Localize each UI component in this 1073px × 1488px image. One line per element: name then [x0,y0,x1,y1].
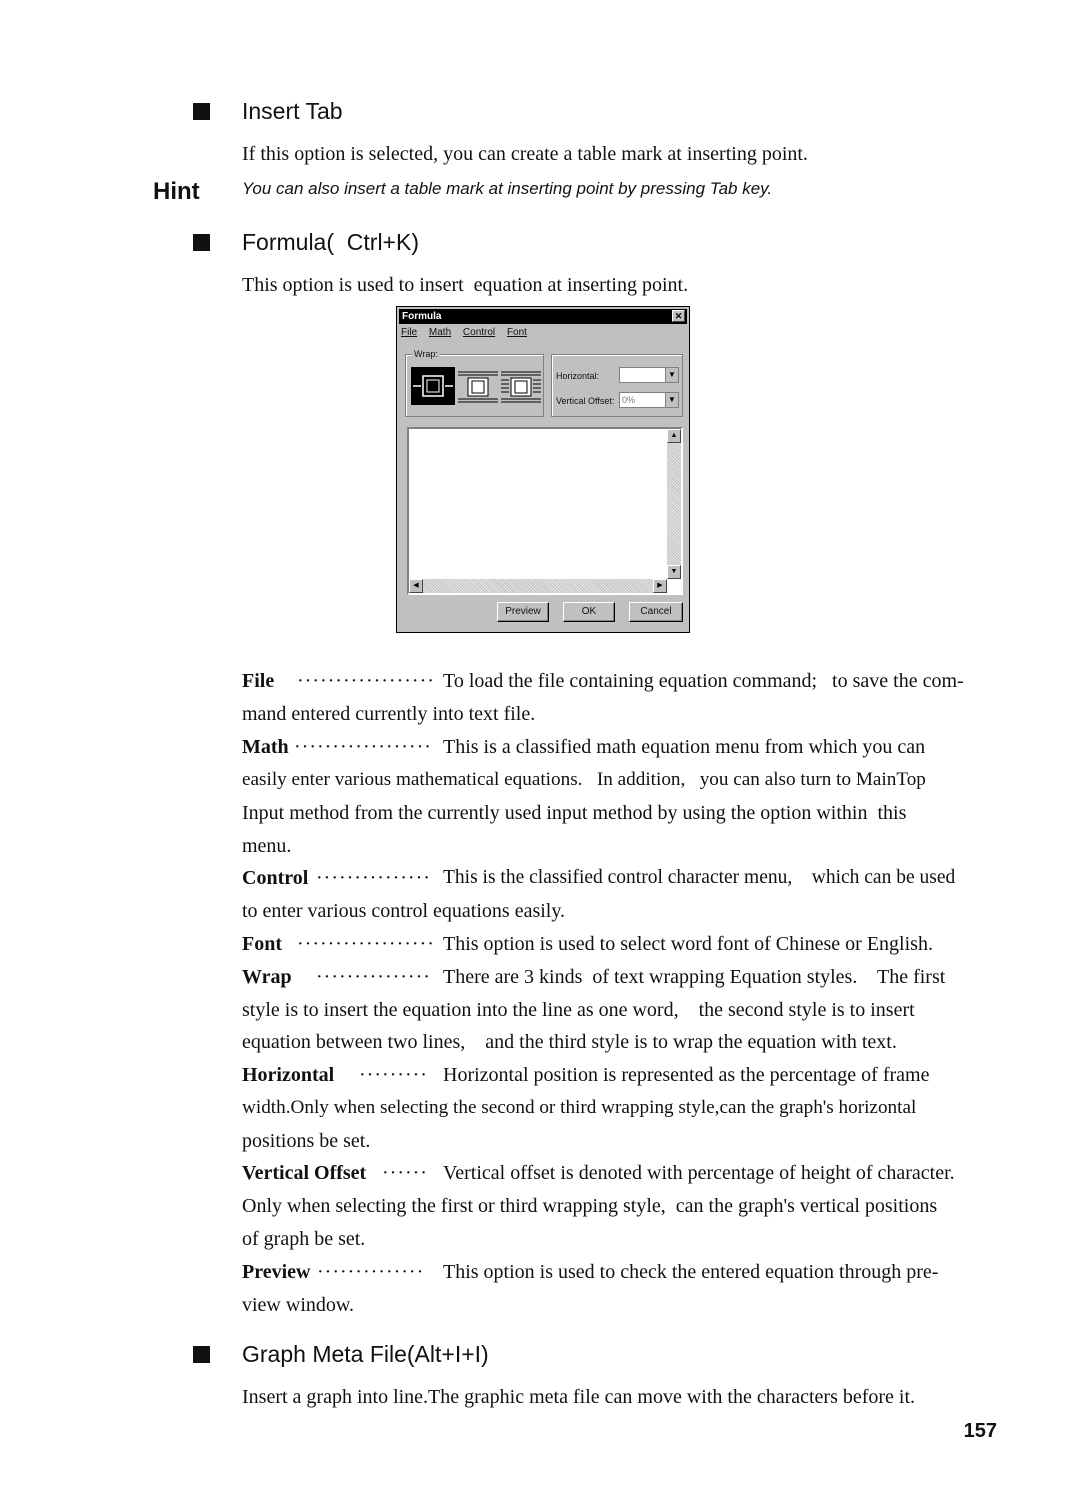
desc-horizontal-line2: width.Only when selecting the second or third wrapping style,can the graph's horizontal [242,1097,917,1118]
desc-preview-line2: view window. [242,1294,355,1316]
dialog-title-bar [399,309,687,324]
desc-math-line3: Input method from the currently used input method by using the option within this [242,802,907,824]
leader-dots: ·················· [297,933,435,955]
desc-math-line1 [242,736,926,759]
desc-file-line2: mand entered currently into text file. [242,703,536,725]
menu-font[interactable]: Font [506,327,527,338]
section-bullet [193,234,210,251]
wrap-group [405,349,544,417]
desc-vertical-offset-line1 [242,1162,955,1185]
desc-control-line2: to enter various control equations easily. [242,900,566,922]
dialog-menu-bar [401,327,536,338]
vertical-scrollbar[interactable] [667,429,681,579]
term-vertical-offset: Vertical Offset [242,1162,367,1184]
desc-preview-line1 [242,1261,939,1284]
cancel-button[interactable]: Cancel [629,602,683,622]
term-horizontal: Horizontal [242,1064,335,1086]
scroll-left-icon[interactable]: ◀ [409,579,423,593]
equation-edit-area[interactable] [407,427,683,595]
desc-text: Vertical offset is denoted with percentage of height of character. [443,1162,955,1184]
term-math: Math [242,736,289,758]
menu-math[interactable]: Math [428,327,452,338]
scroll-up-icon[interactable]: ▲ [667,429,681,443]
horizontal-label: Horizontal: [556,371,600,381]
dialog-title: Formula [402,311,442,322]
wrap-between-lines-option[interactable] [456,367,500,405]
hint-text: You can also insert a table mark at inserting point by pressing Tab key. [242,179,773,198]
chevron-down-icon[interactable]: ▼ [665,393,678,407]
vertical-offset-label: Vertical Offset: [556,396,615,406]
wrap-with-text-option[interactable] [499,367,543,405]
scroll-down-icon[interactable]: ▼ [667,565,681,579]
graph-meta-heading: Graph Meta File(Alt+I+I) [242,1341,489,1367]
leader-dots: ·············· [317,1261,425,1283]
desc-horizontal-line1 [242,1064,930,1087]
desc-math-line2: easily enter various mathematical equations. In addition, you can also turn to MainTop [242,769,926,790]
hint-label: Hint [153,178,200,205]
wrap-inline-option[interactable] [411,367,455,405]
term-file: File [242,670,275,692]
desc-wrap-line1 [242,966,946,989]
leader-dots: ··············· [316,966,431,988]
formula-dialog [396,306,690,633]
desc-text: To load the file containing equation command; to save the com- [443,670,964,692]
scroll-right-icon[interactable]: ▶ [653,579,667,593]
desc-text: This is the classified control character menu, which can be used [443,867,956,888]
wrap-with-text-icon [499,367,543,405]
insert-tab-heading: Insert Tab [242,98,343,124]
menu-file[interactable]: File [401,327,418,338]
leader-dots: ·················· [297,670,435,692]
term-wrap: Wrap [242,966,292,988]
leader-dots: ·················· [294,736,432,758]
leader-dots: ········· [359,1064,428,1086]
desc-control-line1 [242,867,956,890]
desc-text: Horizontal position is represented as the percentage of frame [443,1064,930,1086]
desc-math-line4: menu. [242,835,292,857]
section-bullet [193,1346,210,1363]
close-icon[interactable]: ✕ [672,310,685,322]
wrap-inline-icon [411,367,455,405]
insert-tab-body: If this option is selected, you can create a table mark at inserting point. [242,143,808,165]
position-group [551,354,683,417]
term-control: Control [242,867,309,889]
desc-font-line1 [242,933,933,956]
leader-dots: ······ [382,1162,428,1184]
vertical-offset-select[interactable] [619,392,679,408]
desc-text: This is a classified math equation menu from which you can [443,736,926,758]
menu-control[interactable]: Control [462,327,496,338]
wrap-between-lines-icon [456,367,500,405]
page-number: 157 [963,1420,997,1442]
chevron-down-icon[interactable]: ▼ [665,368,678,382]
vertical-offset-value: 0% [622,395,636,405]
horizontal-scrollbar[interactable] [409,579,667,593]
formula-body: This option is used to insert equation at inserting point. [242,274,689,296]
desc-file-line1 [242,670,964,693]
ok-button[interactable]: OK [563,602,615,622]
desc-horizontal-line3: positions be set. [242,1130,371,1152]
preview-button[interactable]: Preview [497,602,549,622]
desc-text: This option is used to select word font of Chinese or English. [443,933,933,955]
section-bullet [193,103,210,120]
desc-wrap-line3: equation between two lines, and the third style is to wrap the equation with text. [242,1031,897,1053]
desc-text: This option is used to check the entered equation through pre- [443,1261,939,1283]
wrap-label: Wrap: [414,349,438,359]
desc-wrap-line2: style is to insert the equation into the line as one word, the second style is to insert [242,999,915,1021]
desc-vertical-offset-line2: Only when selecting the first or third wrapping style, can the graph's vertical positions [242,1195,938,1217]
formula-heading: Formula( Ctrl+K) [242,229,419,255]
leader-dots: ··············· [316,867,431,889]
desc-vertical-offset-line3: of graph be set. [242,1228,366,1250]
desc-text: There are 3 kinds of text wrapping Equation styles. The first [443,966,946,988]
graph-meta-body: Insert a graph into line.The graphic meta file can move with the characters before it. [242,1386,916,1408]
horizontal-select[interactable] [619,367,679,383]
term-preview: Preview [242,1261,311,1283]
term-font: Font [242,933,282,955]
